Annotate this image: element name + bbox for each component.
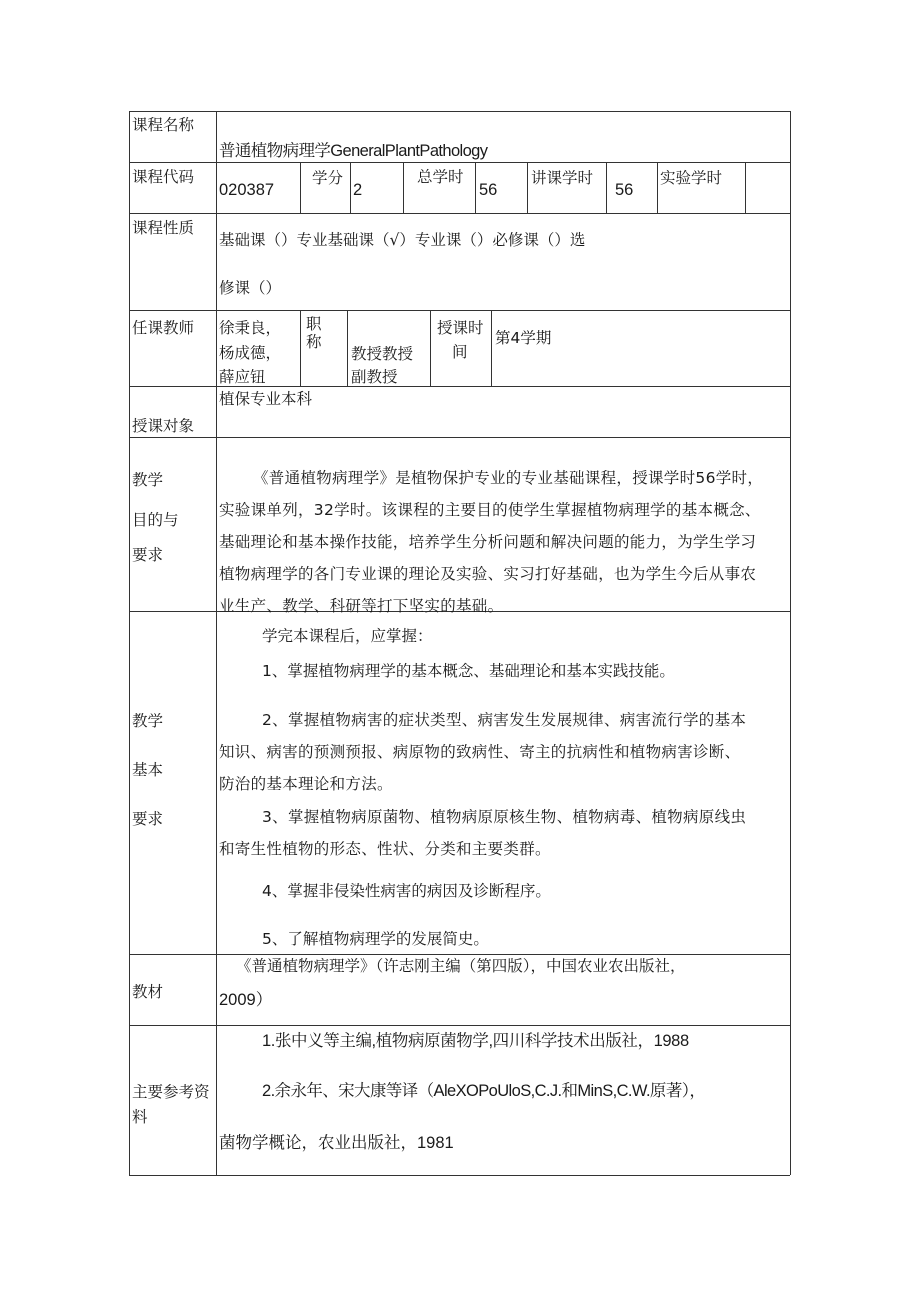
references-label: 料 — [132, 1108, 148, 1126]
row-line — [129, 954, 790, 955]
lecture-hours-label: 讲课学时 — [531, 169, 594, 187]
requirement-item: 4、掌握非侵染性病害的病因及诊断程序。 — [262, 882, 551, 900]
cell-divider — [657, 162, 658, 213]
requirements-label: 教学 — [132, 712, 164, 730]
purpose-line: 业生产、教学、科研等打下坚实的基础。 — [219, 597, 504, 615]
label-column-divider — [216, 111, 217, 1175]
course-nature-label: 课程性质 — [132, 219, 195, 237]
purpose-label: 教学 — [132, 471, 164, 489]
purpose-label: 要求 — [132, 546, 164, 564]
lab-hours-label: 实验学时 — [660, 169, 723, 187]
purpose-line: 植物病理学的各门专业课的理论及实验、实习打好基础，也为学生今后从事农 — [219, 565, 757, 583]
course-name-value: 普通植物病理学GeneralPlantPathology — [219, 142, 488, 160]
row-line — [129, 437, 790, 438]
cell-divider — [403, 162, 404, 213]
title-label: 职 — [306, 315, 322, 333]
requirements-label: 基本 — [132, 761, 164, 779]
lecture-hours-value: 56 — [615, 181, 634, 199]
cell-divider — [300, 310, 301, 386]
requirement-line: 2、掌握植物病害的症状类型、病害发生发展规律、病害流行学的基本 — [262, 711, 747, 729]
target-label: 授课对象 — [132, 417, 195, 435]
course-nature-line2: 修课（） — [219, 279, 282, 297]
course-nature-line1: 基础课（）专业基础课（√）专业课（）必修课（）选 — [219, 231, 586, 249]
reference-item: 菌物学概论，农业出版社，1981 — [219, 1134, 454, 1152]
row-line — [129, 213, 790, 214]
requirements-label: 要求 — [132, 810, 164, 828]
reference-item: 1.张中义等主编,植物病原菌物学,四川科学技术出版社，1988 — [262, 1032, 689, 1050]
teacher-name: 杨成德， — [219, 344, 282, 362]
cell-divider — [606, 162, 607, 213]
references-label: 主要参考资 — [132, 1083, 210, 1101]
requirement-item — [219, 704, 746, 800]
table-border-left — [129, 111, 130, 1175]
requirement-line: 知识、病害的预测预报、病原物的致病性、寄主的抗病性和植物病害诊断、 — [219, 743, 741, 761]
cell-divider — [430, 310, 431, 386]
requirements-intro: 学完本课程后，应掌握： — [262, 627, 433, 645]
teacher-title: 教授教授 — [351, 345, 414, 363]
time-label: 间 — [452, 343, 468, 361]
textbook-line: 2009） — [219, 991, 273, 1009]
target-value: 植保专业本科 — [219, 390, 313, 408]
requirement-item — [219, 801, 746, 865]
row-line — [129, 162, 790, 163]
credit-label: 学分 — [312, 169, 344, 187]
cell-divider — [491, 310, 492, 386]
time-label: 授课时 — [437, 319, 484, 337]
cell-divider — [475, 162, 476, 213]
teacher-name: 薛应钮 — [219, 368, 266, 386]
requirement-line: 3、掌握植物病原菌物、植物病原原核生物、植物病毒、植物病原线虫 — [262, 808, 747, 826]
course-code-value: 020387 — [219, 181, 275, 199]
cell-divider — [347, 310, 348, 386]
purpose-line: 《普通植物病理学》是植物保护专业的专业基础课程，授课学时56学时， — [253, 469, 764, 487]
cell-divider — [300, 162, 301, 213]
teacher-title: 副教授 — [351, 368, 398, 386]
purpose-line: 实验课单列，32学时。该课程的主要目的使学生掌握植物病理学的基本概念、 — [219, 501, 761, 519]
course-code-label: 课程代码 — [132, 168, 195, 186]
textbook-line: 《普通植物病理学》（许志刚主编（第四版），中国农业农出版社， — [236, 957, 686, 975]
cell-divider — [745, 162, 746, 213]
row-line — [129, 310, 790, 311]
credit-value: 2 — [353, 181, 363, 199]
cell-divider — [527, 162, 528, 213]
time-value: 第4学期 — [495, 329, 552, 347]
title-label: 称 — [306, 333, 322, 351]
cell-divider — [350, 162, 351, 213]
reference-item: 2.余永年、宋大康等译（AleXOPoUloS,C.J.和MinS,C.W.原著）， — [262, 1082, 706, 1100]
purpose-text — [219, 462, 763, 622]
row-line — [129, 111, 790, 112]
textbook-label: 教材 — [132, 983, 164, 1001]
purpose-label: 目的与 — [132, 511, 179, 529]
teacher-name: 徐秉良， — [219, 319, 282, 337]
total-hours-label: 总学时 — [417, 168, 464, 186]
requirement-item: 1、掌握植物病理学的基本概念、基础理论和基本实践技能。 — [262, 662, 675, 680]
table-border-right — [790, 111, 791, 1175]
requirement-line: 防治的基本理论和方法。 — [219, 775, 393, 793]
requirement-line: 和寄生性植物的形态、性状、分类和主要类群。 — [219, 840, 551, 858]
total-hours-value: 56 — [479, 181, 498, 199]
row-line — [129, 1025, 790, 1026]
teachers-label: 任课教师 — [132, 319, 195, 337]
course-name-label: 课程名称 — [132, 116, 195, 134]
purpose-line: 基础理论和基本操作技能，培养学生分析问题和解决问题的能力，为学生学习 — [219, 533, 757, 551]
requirement-item: 5、了解植物病理学的发展简史。 — [262, 930, 489, 948]
row-line — [129, 1175, 790, 1176]
